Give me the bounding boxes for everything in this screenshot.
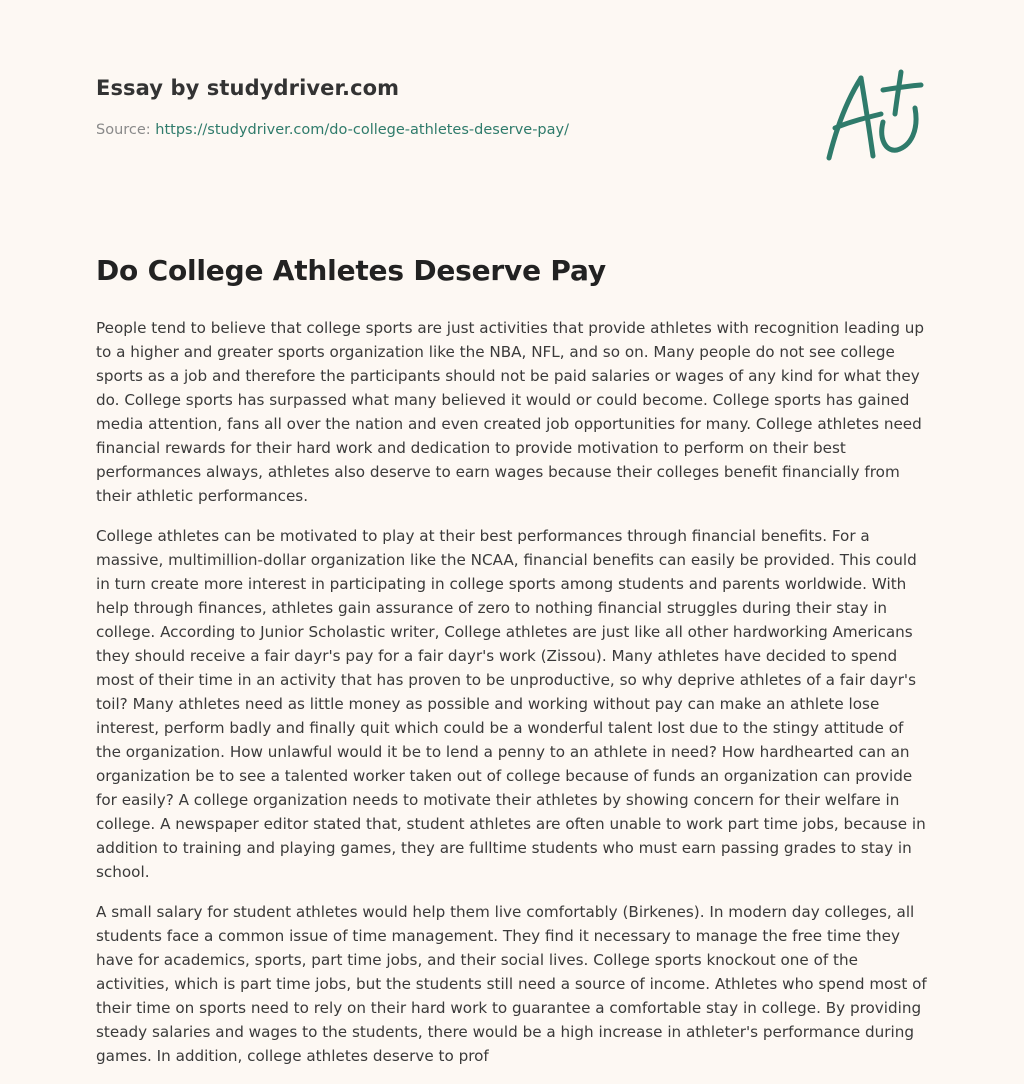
source-link[interactable]: https://studydriver.com/do-college-athletes-deserve-pay/ (155, 122, 569, 138)
source-label: Source: (96, 122, 151, 138)
site-title: Essay by studydriver.com (96, 76, 400, 100)
essay-body (96, 316, 931, 1084)
essay-paragraph: People tend to believe that college sports are just activities that provide athletes with recognition leading up to a higher and greater sports organization like the NBA, NFL, and so on. Many people do not see college sports as a job and therefore the participants should not be paid salaries or wages of any kind for what they do. College sports has surpassed what many believed it would or could become. College sports has gained media attention, fans all over the nation and even created job opportunities for many. College athletes need financial rewards for their hard work and dedication to provide motivation to perform on their best performances always, athletes also deserve to earn wages because their colleges benefit financially from their athletic performances. (96, 319, 925, 505)
essay-paragraph: College athletes can be motivated to play at their best performances through financial benefits. For a massive, multimillion-dollar organization like the NCAA, financial benefits can easily be provided. This could in turn create more interest in participating in college sports among students and parents worldwide. With help through finances, athletes gain assurance of zero to nothing financial struggles during their stay in college. According to Junior Scholastic writer, College athletes are just like all other hardworking Americans they should receive a fair dayr's pay for a fair dayr's work (Zissou). Many athletes have decided to spend most of their time in an activity that has proven to be unproductive, so why deprive athletes of a fair dayr's toil? Many athletes need as little money as possible and working without pay can make an athlete lose interest, perform badly and finally quit which could be a wonderful talent lost due to the stingy attitude of the organization. How unlawful would it be to lend a penny to an athlete in need? How hardhearted can an organization be to see a talented worker taken out of college because of funds an organization can provide for easily? A college organization needs to motivate their athletes by showing concern for their welfare in college. A newspaper editor stated that, student athletes are often unable to work part time jobs, because in addition to training and playing games, they are fulltime students who must earn passing grades to stay in school. (96, 527, 926, 881)
essay-paragraph: A small salary for student athletes would help them live comfortably (Birkenes). In modern day colleges, all students face a common issue of time management. They find it necessary to manage the free time they have for academics, sports, part time jobs, and their social lives. College sports knockout one of the activities, which is part time jobs, but the students still need a source of income. Athletes who spend most of their time on sports need to rely on their hard work to guarantee a comfortable stay in college. By providing steady salaries and wages to the students, there would be a high increase in athleter's performance during games. In addition, college athletes deserve to prof (96, 903, 927, 1065)
page-header (96, 76, 796, 138)
essay-title: Do College Athletes Deserve Pay (96, 254, 606, 287)
source-line (96, 122, 796, 138)
a-plus-logo-icon (815, 66, 935, 170)
